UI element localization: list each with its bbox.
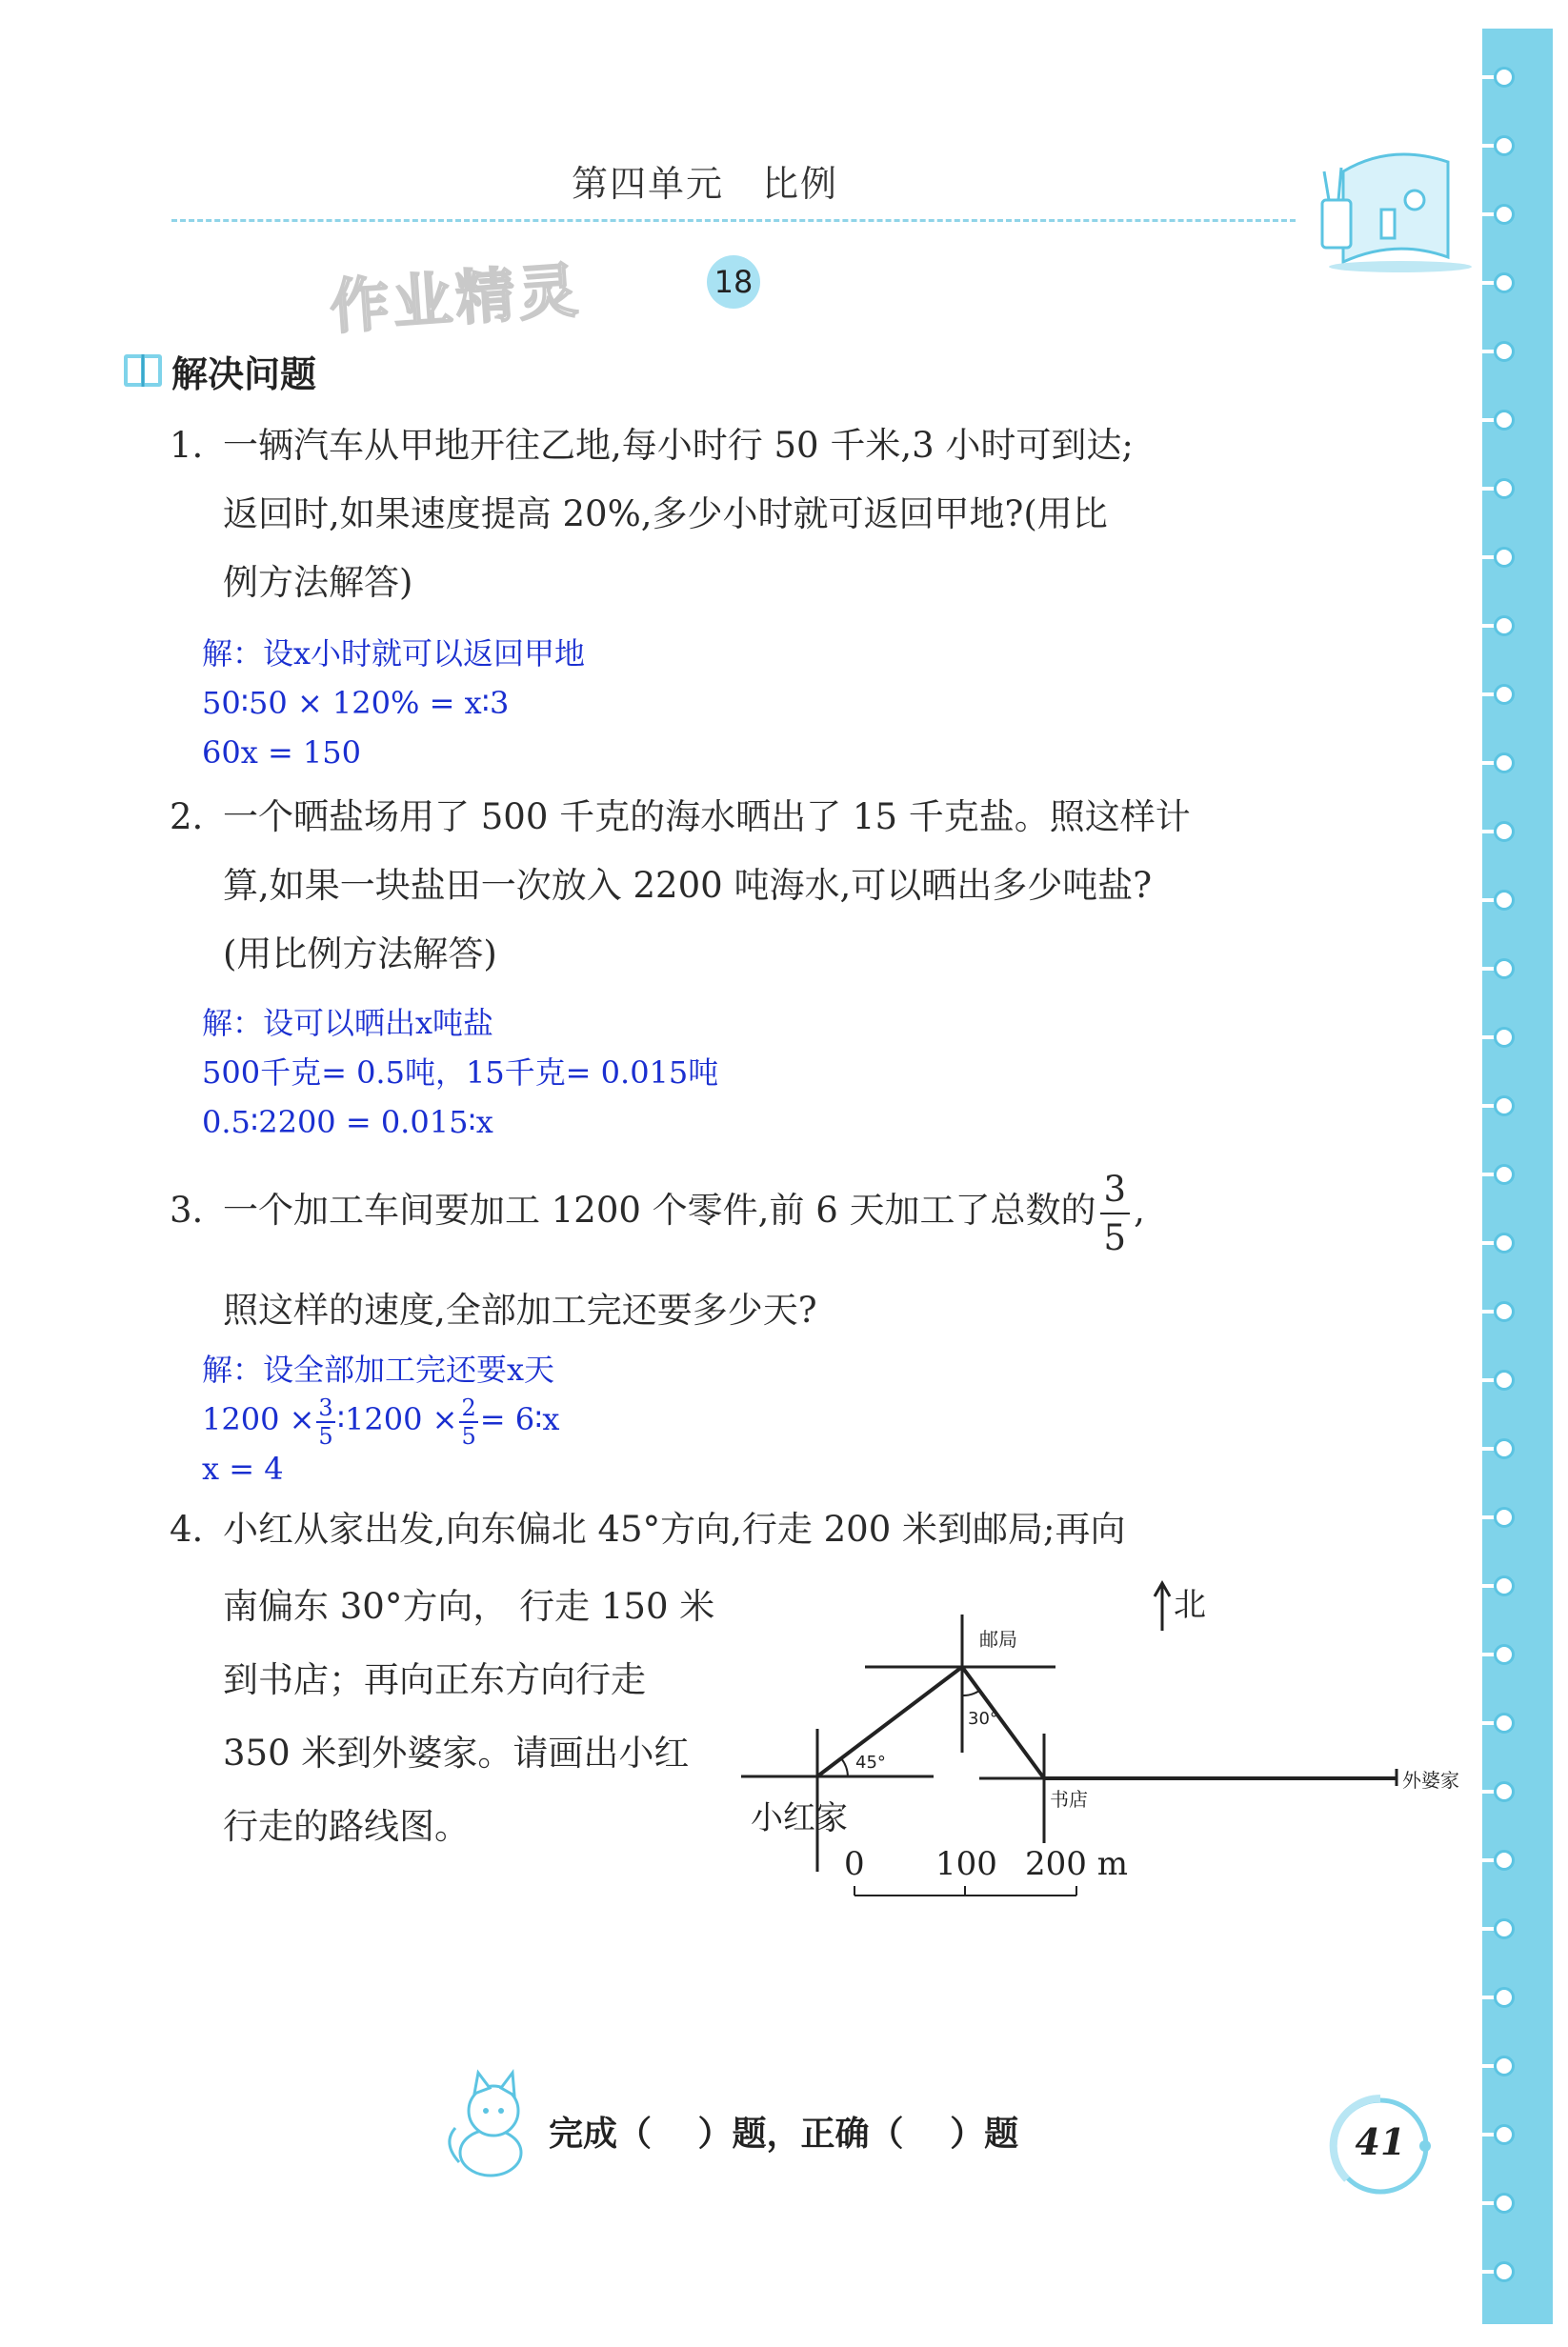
question-line: 一个晒盐场用了 500 千克的海水晒出了 15 千克盐。照这样计: [223, 796, 1191, 837]
scale-label-200: 200 m: [1025, 1845, 1128, 1883]
question-4: [170, 1495, 1126, 1564]
question-line: 一个加工车间要加工 1200 个零件,前 6 天加工了总数的: [223, 1190, 1096, 1231]
binding-ring: [1456, 1987, 1524, 2008]
lesson-number-badge: 18: [707, 255, 760, 309]
bookstore-label: 书店: [1050, 1788, 1088, 1811]
answer-line: 1200 × $\frac{3}{5}$ ∶1200 × $\frac{2}{5}$ = 6∶x: [202, 1394, 560, 1450]
answer-2: [202, 998, 718, 1147]
post-office-label: 邮局: [979, 1628, 1017, 1651]
question-line: 算,如果一块盐田一次放入 2200 吨海水,可以晒出多少吨盐?: [223, 865, 1153, 906]
binding-ring: [1456, 2193, 1524, 2214]
cat-mascot-icon: [438, 2067, 543, 2181]
binding-ring: [1456, 752, 1524, 773]
answer-line: 60x = 150: [202, 734, 361, 771]
question-line: 南偏东 30°方向， 行走 150 米: [223, 1586, 715, 1627]
binding-ring: [1456, 547, 1524, 568]
page-number: 41: [1355, 2120, 1406, 2163]
fraction: $\frac{3}{5}$: [1100, 1172, 1131, 1255]
question-line: 一辆汽车从甲地开往乙地,每小时行 50 千米,3 小时可到达;: [223, 425, 1134, 466]
binding-ring: [1456, 1370, 1524, 1391]
answer-line: 解：设x小时就可以返回甲地: [202, 635, 586, 672]
binding-ring: [1456, 1301, 1524, 1322]
stationery-illustration: [1305, 133, 1477, 276]
answer-line: 500千克= 0.5吨，15千克= 0.015吨: [202, 1054, 719, 1091]
home-label: 小红家: [751, 1799, 848, 1837]
grandma-home-label: 外婆家: [1402, 1769, 1459, 1792]
north-label: 北: [1174, 1586, 1206, 1624]
route-diagram: [724, 1562, 1486, 1924]
question-number: 4.: [170, 1509, 204, 1550]
binding-ring: [1456, 958, 1524, 979]
question-number: 1.: [170, 425, 204, 466]
angle-arc-45: [841, 1758, 848, 1776]
answer-line: x = 4: [202, 1451, 284, 1487]
answer-line: 0.5∶2200 = 0.015∶x: [202, 1104, 493, 1140]
binding-ring: [1456, 2124, 1524, 2145]
scale-label-100: 100: [935, 1845, 997, 1883]
angle-30-label: 30°: [968, 1709, 998, 1729]
scale-label-0: 0: [844, 1845, 865, 1883]
binding-ring: [1456, 2261, 1524, 2282]
question-line: 350 米到外婆家。请画出小红: [223, 1733, 690, 1774]
binding-ring: [1456, 1438, 1524, 1459]
answer-line: 50∶50 × 120% = x∶3: [202, 685, 510, 721]
question-2: [170, 783, 1191, 989]
binding-ring: [1456, 890, 1524, 911]
question-number: 2.: [170, 796, 204, 837]
question-line: 小红从家出发,向东偏北 45°方向,行走 200 米到邮局;再向: [223, 1509, 1126, 1550]
answer-line: 解：设全部加工完还要x天: [202, 1352, 555, 1388]
question-line: 到书店；再向正东方向行走: [223, 1659, 646, 1700]
angle-45-label: 45°: [855, 1753, 886, 1773]
binding-ring: [1456, 1507, 1524, 1528]
question-line: 返回时,如果速度提高 20%,多少小时就可返回甲地?(用比: [223, 493, 1108, 534]
question-line: (用比例方法解答): [223, 933, 497, 974]
question-number: 3.: [170, 1190, 204, 1231]
binding-ring: [1456, 1027, 1524, 1048]
question-3: 3. 一个加工车间要加工 1200 个零件,前 6 天加工了总数的 $\frac{3}{5}$ ,: [170, 1168, 1145, 1258]
section-title: 解决问题: [171, 353, 317, 395]
question-line: 照这样的速度,全部加工完还要多少天?: [223, 1290, 817, 1331]
watermark-logo: 作业精灵: [328, 254, 584, 343]
answer-3: [202, 1345, 559, 1494]
binding-ring: [1456, 821, 1524, 842]
question-1: [170, 411, 1134, 617]
binding-ring: [1456, 2056, 1524, 2076]
binding-ring: [1456, 615, 1524, 636]
answer-1: [202, 629, 585, 777]
completion-tally: 完成（ ）题，正确（ ）题: [549, 2115, 1019, 2154]
book-icon: [122, 349, 166, 392]
question-3-line-2: [223, 1276, 817, 1345]
binding-ring: [1456, 1233, 1524, 1254]
question-line: 行走的路线图。: [223, 1806, 470, 1847]
route-home-to-post-office: [817, 1667, 962, 1776]
binding-ring: [1456, 341, 1524, 362]
binding-ring: [1456, 67, 1524, 88]
binding-ring: [1456, 1095, 1524, 1116]
answer-line: 解：设可以晒出x吨盐: [202, 1005, 494, 1041]
angle-arc-30: [962, 1691, 979, 1695]
binding-ring: [1456, 1164, 1524, 1185]
header-divider: [171, 219, 1296, 222]
binding-ring: [1456, 478, 1524, 499]
question-4-body: [223, 1570, 714, 1863]
question-line: 例方法解答): [223, 562, 413, 603]
unit-title: 第四单元 比例: [571, 163, 838, 205]
binding-ring: [1456, 684, 1524, 705]
binding-ring: [1456, 410, 1524, 431]
